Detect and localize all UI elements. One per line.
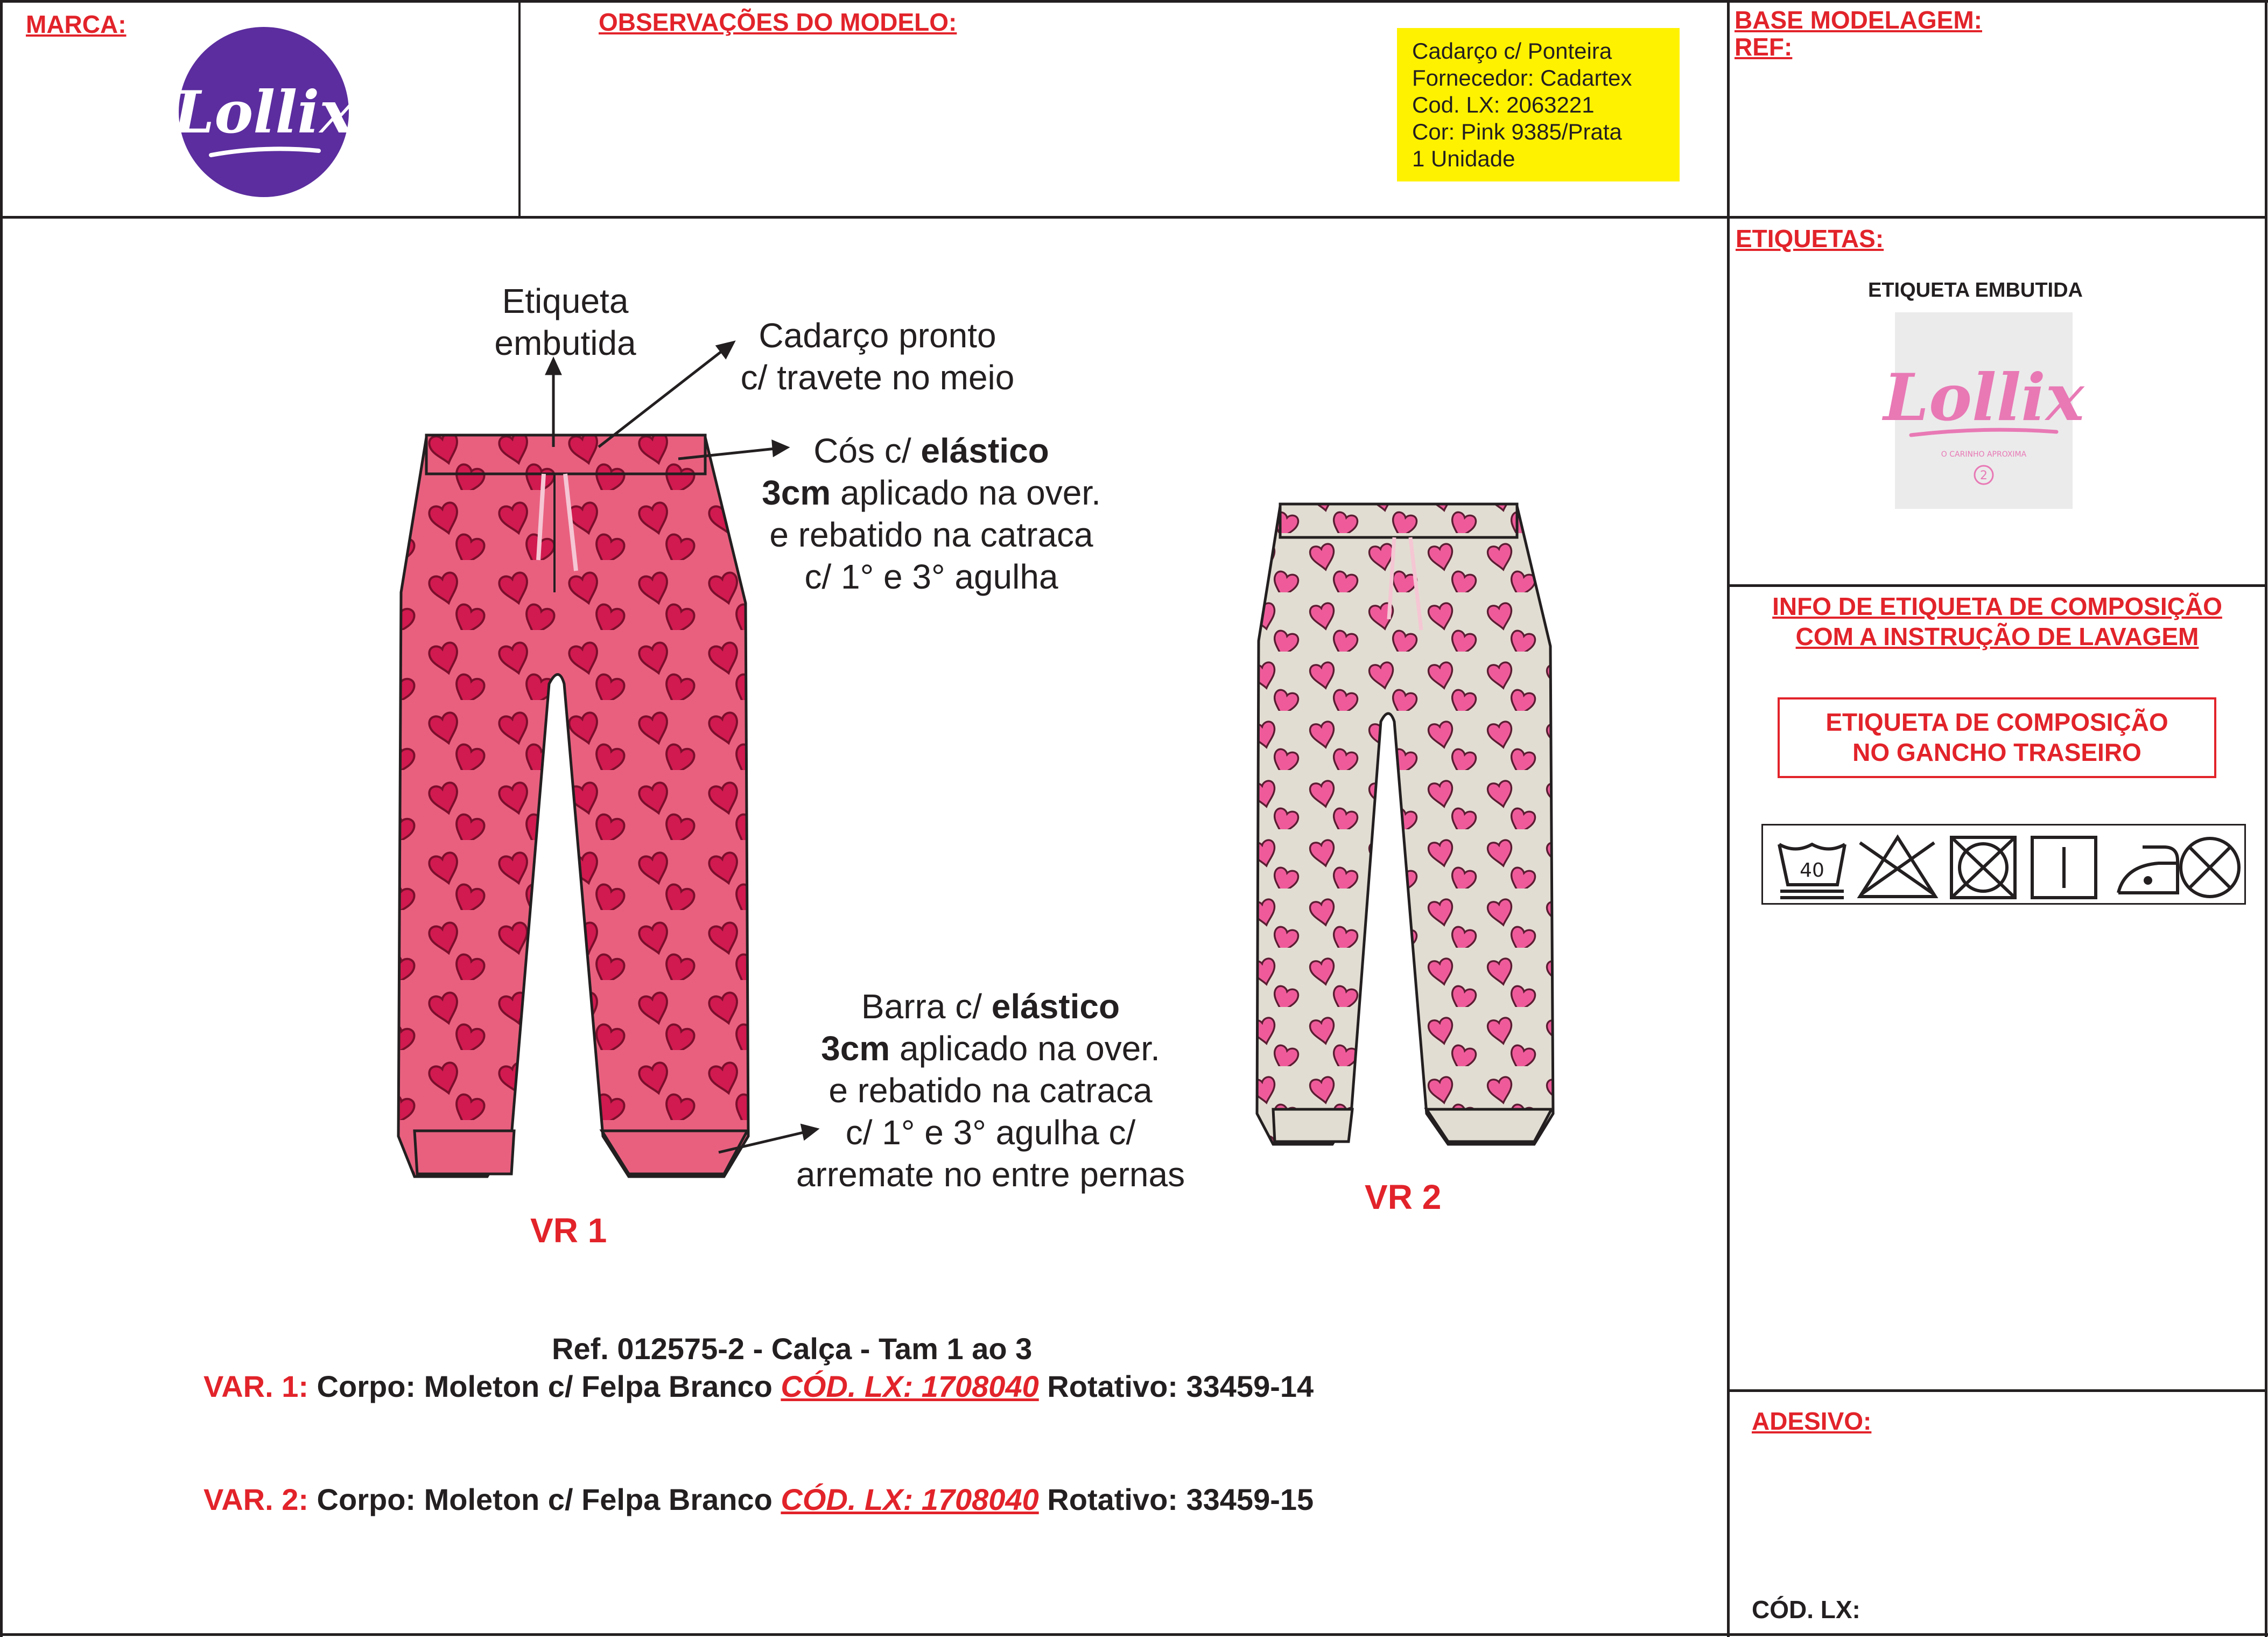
cord-annotation-line: c/ travete no meio	[740, 358, 1015, 397]
variant-2-spec	[203, 1482, 1314, 1517]
pants-vr2	[1257, 504, 1553, 1144]
frame-bottom	[0, 1633, 2268, 1636]
composition-title	[1728, 591, 2266, 652]
drawcord-note-line: 1 Unidade	[1412, 146, 1515, 171]
no-tumble-dry-icon	[1951, 837, 2015, 898]
variant-1-rot: Rotativo: 33459-14	[1038, 1369, 1314, 1403]
cod-lx-label: CÓD. LX:	[1752, 1596, 1860, 1624]
waist-annotation-line-2: 3cm aplicado na over.	[762, 473, 1101, 512]
care-icons-strip	[1761, 824, 2246, 905]
observations-label: OBSERVAÇÕES DO MODELO:	[599, 8, 957, 36]
waist-annotation	[721, 430, 1141, 598]
drawcord-note-line: Fornecedor: Cadartex	[1412, 65, 1632, 90]
variant-1-cod: CÓD. LX: 1708040	[781, 1369, 1039, 1403]
ref-line: Ref. 012575-2 - Calça - Tam 1 ao 3	[552, 1332, 1033, 1366]
cord-annotation-line: Cadarço pronto	[759, 316, 996, 355]
label-annotation-line: embutida	[494, 324, 636, 362]
vr2-label: VR 2	[1365, 1178, 1442, 1216]
tag-tagline: O CARINHO APROXIMA	[1941, 450, 2027, 459]
hem-annotation-line-1: Barra c/ elástico	[861, 987, 1120, 1026]
iron-low-icon	[2118, 847, 2178, 893]
sidebar-row-divider-1	[1727, 216, 2267, 219]
waist-annotation-line-4: c/ 1° e 3° agulha	[804, 557, 1058, 596]
drawcord-note-line: Cadarço c/ Ponteira	[1412, 38, 1612, 64]
composition-title-line: INFO DE ETIQUETA DE COMPOSIÇÃO	[1772, 592, 2222, 620]
embedded-label-caption: ETIQUETA EMBUTIDA	[1868, 279, 2083, 302]
wash-40-icon	[1779, 844, 1845, 898]
variant-2-label: VAR. 2:	[203, 1482, 308, 1516]
hem-annotation-line-2: 3cm aplicado na over.	[821, 1029, 1160, 1068]
tag-size: 2	[1980, 469, 1988, 482]
brand-logo-text: Lollix	[173, 79, 354, 146]
variant-2-body: Corpo: Moleton c/ Felpa Branco	[308, 1482, 781, 1516]
variant-1-spec	[203, 1369, 1314, 1404]
cord-annotation	[716, 314, 1039, 398]
variant-2-rot: Rotativo: 33459-15	[1038, 1482, 1314, 1516]
pants-vr1	[398, 435, 748, 1177]
variant-2-cod: CÓD. LX: 1708040	[781, 1482, 1039, 1516]
composition-box-line: NO GANCHO TRASEIRO	[1852, 738, 2141, 766]
drawcord-note-line: Cor: Pink 9385/Prata	[1412, 119, 1622, 144]
hem-annotation	[748, 985, 1233, 1195]
label-annotation	[463, 280, 668, 364]
tag-logo: Lollix	[1883, 360, 2084, 436]
hem-annotation-line-4: c/ 1° e 3° agulha c/	[845, 1113, 1136, 1152]
base-label: BASE MODELAGEM:	[1735, 6, 1982, 34]
variant-1-body: Corpo: Moleton c/ Felpa Branco	[308, 1369, 781, 1403]
wash-temp: 40	[1800, 859, 1824, 882]
waist-annotation-line-1: Cós c/ elástico	[813, 431, 1049, 470]
hem-annotation-line-5: arremate no entre pernas	[796, 1155, 1185, 1194]
brand-label: MARCA:	[26, 10, 127, 38]
line-dry-icon	[2032, 837, 2096, 898]
sidebar-row-divider-2	[1727, 584, 2267, 587]
composition-box-line: ETIQUETA DE COMPOSIÇÃO	[1825, 708, 2168, 736]
labels-title: ETIQUETAS:	[1736, 225, 1884, 253]
variant-1-label: VAR. 1:	[203, 1369, 308, 1403]
hem-annotation-line-3: e rebatido na catraca	[828, 1071, 1153, 1110]
vr1-label: VR 1	[530, 1211, 607, 1250]
no-bleach-icon	[1860, 837, 1935, 897]
drawcord-note-line: Cod. LX: 2063221	[1412, 92, 1595, 117]
label-annotation-line: Etiqueta	[502, 282, 629, 320]
sidebar-row-divider-3	[1727, 1389, 2267, 1392]
composition-title-line: COM A INSTRUÇÃO DE LAVAGEM	[1795, 622, 2199, 650]
adhesive-label: ADESIVO:	[1752, 1407, 1872, 1435]
no-dry-clean-icon	[2181, 838, 2239, 897]
composition-box	[1778, 697, 2216, 778]
ref-label: REF:	[1735, 33, 1793, 61]
waist-annotation-line-3: e rebatido na catraca	[769, 515, 1093, 554]
embedded-label-tag	[1883, 312, 2084, 509]
